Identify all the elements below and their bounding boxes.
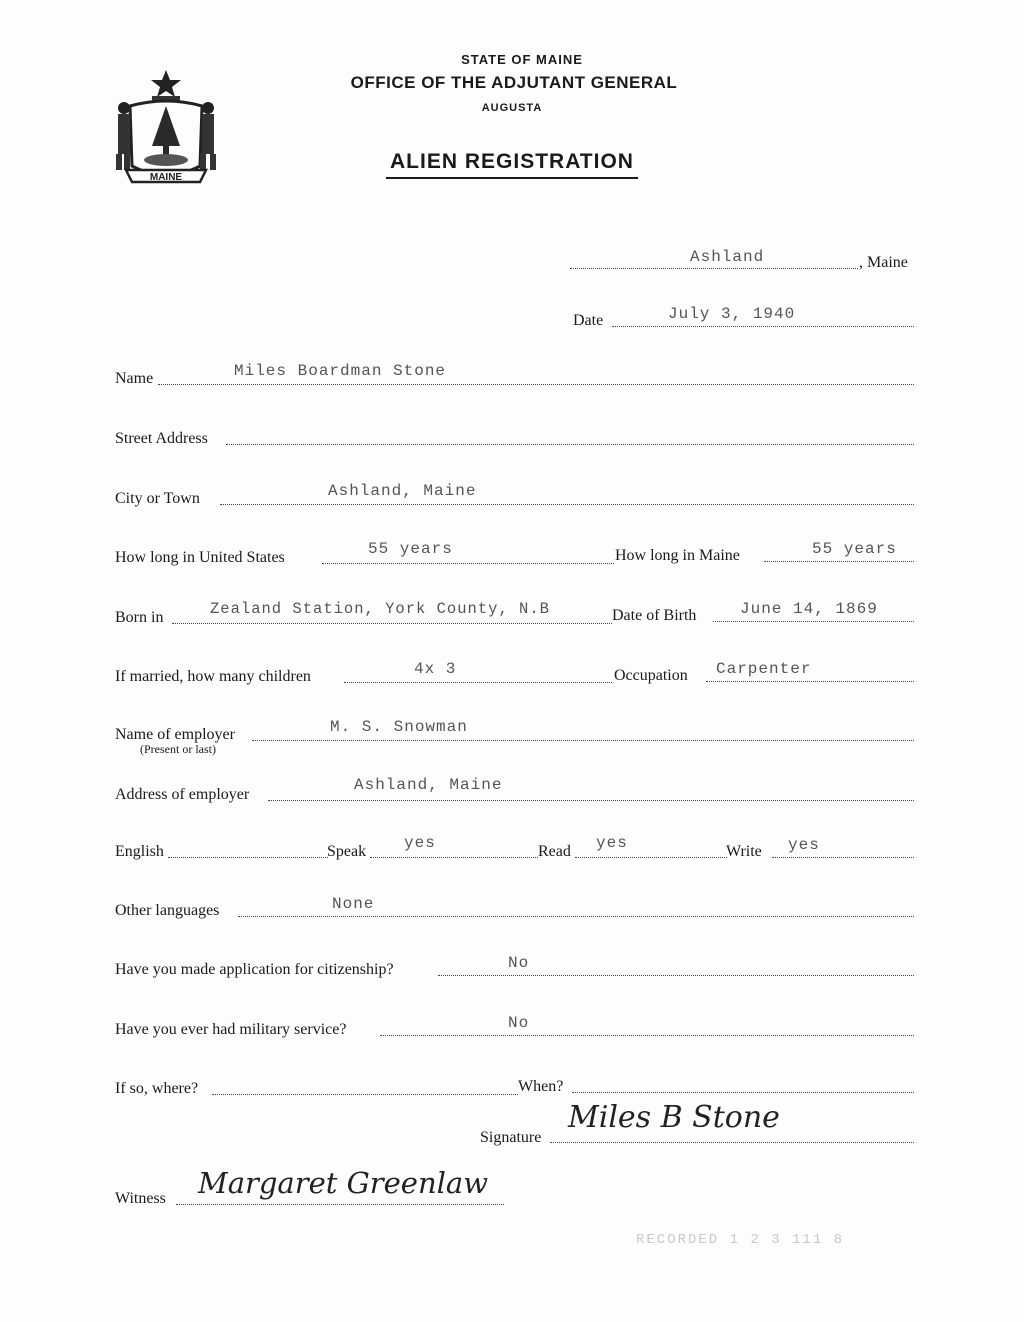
employer-address-label: Address of employer xyxy=(115,786,250,803)
other-languages-line xyxy=(238,916,914,917)
born-line xyxy=(172,623,612,624)
seal-label: MAINE xyxy=(149,172,183,183)
english-line xyxy=(168,857,328,858)
occupation-label: Occupation xyxy=(614,667,688,684)
military-label: Have you ever had military service? xyxy=(115,1021,347,1038)
other-languages-label: Other languages xyxy=(115,902,220,919)
witness-line xyxy=(176,1204,504,1205)
us-time-line xyxy=(322,563,614,564)
place-suffix: , Maine xyxy=(859,254,908,271)
citizenship-label: Have you made application for citizenship? xyxy=(115,961,394,978)
military-value[interactable]: No xyxy=(508,1014,530,1032)
name-line xyxy=(158,384,914,385)
where-line xyxy=(212,1094,518,1095)
city-value[interactable]: Ashland, Maine xyxy=(328,482,477,500)
employer-value[interactable]: M. S. Snowman xyxy=(330,718,468,736)
write-line xyxy=(772,857,914,858)
date-line xyxy=(612,326,914,327)
children-line xyxy=(344,682,612,683)
street-label: Street Address xyxy=(115,430,208,447)
header-state: STATE OF MAINE xyxy=(461,52,583,67)
maine-time-label: How long in Maine xyxy=(615,547,740,564)
write-value[interactable]: yes xyxy=(788,836,820,854)
military-line xyxy=(380,1035,914,1036)
street-line xyxy=(226,444,914,445)
us-time-label: How long in United States xyxy=(115,549,285,566)
dob-value[interactable]: June 14, 1869 xyxy=(740,600,878,618)
employer-sublabel: (Present or last) xyxy=(140,742,216,756)
write-label: Write xyxy=(726,843,762,860)
citizenship-value[interactable]: No xyxy=(508,954,530,972)
witness-label: Witness xyxy=(115,1190,166,1207)
speak-label: Speak xyxy=(327,843,367,860)
date-label: Date xyxy=(573,312,604,329)
english-label: English xyxy=(115,843,164,860)
name-value[interactable]: Miles Boardman Stone xyxy=(234,362,447,380)
employer-address-line xyxy=(268,800,914,801)
header-office: OFFICE OF THE ADJUTANT GENERAL xyxy=(350,73,678,92)
speak-value[interactable]: yes xyxy=(404,834,436,852)
place-value[interactable]: Ashland xyxy=(690,248,765,266)
born-value[interactable]: Zealand Station, York County, N.B xyxy=(210,600,550,618)
children-value[interactable]: 4x 3 xyxy=(414,660,457,678)
speak-line xyxy=(370,857,538,858)
where-label: If so, where? xyxy=(115,1080,199,1097)
dob-label: Date of Birth xyxy=(612,607,697,624)
date-value[interactable]: July 3, 1940 xyxy=(668,305,796,323)
employer-line xyxy=(252,740,914,741)
children-label: If married, how many children xyxy=(115,668,311,685)
name-label: Name xyxy=(115,370,154,387)
employer-address-value[interactable]: Ashland, Maine xyxy=(354,776,503,794)
citizenship-line xyxy=(438,975,914,976)
other-languages-value[interactable]: None xyxy=(332,895,375,913)
recorded-stamp: RECORDED 1 2 3 111 8 xyxy=(636,1232,845,1248)
dob-line xyxy=(713,621,914,622)
born-label: Born in xyxy=(115,609,164,626)
read-line xyxy=(575,857,727,858)
witness-handwriting: Margaret Greenlaw xyxy=(198,1166,489,1200)
place-line xyxy=(570,268,858,269)
read-label: Read xyxy=(538,843,571,860)
read-value[interactable]: yes xyxy=(596,834,628,852)
employer-label: Name of employer xyxy=(115,726,235,743)
form-title: ALIEN REGISTRATION xyxy=(0,150,1024,179)
when-line xyxy=(572,1092,914,1093)
maine-time-value[interactable]: 55 years xyxy=(812,540,897,558)
header-city: AUGUSTA xyxy=(481,102,543,114)
signature-line xyxy=(550,1142,914,1143)
occupation-line xyxy=(706,681,914,682)
signature-label: Signature xyxy=(480,1129,542,1146)
maine-time-line xyxy=(764,561,914,562)
us-time-value[interactable]: 55 years xyxy=(368,540,453,558)
signature-handwriting: Miles B Stone xyxy=(568,1100,780,1135)
when-label: When? xyxy=(518,1078,564,1095)
city-label: City or Town xyxy=(115,490,200,507)
city-line xyxy=(220,504,914,505)
occupation-value[interactable]: Carpenter xyxy=(716,660,812,678)
